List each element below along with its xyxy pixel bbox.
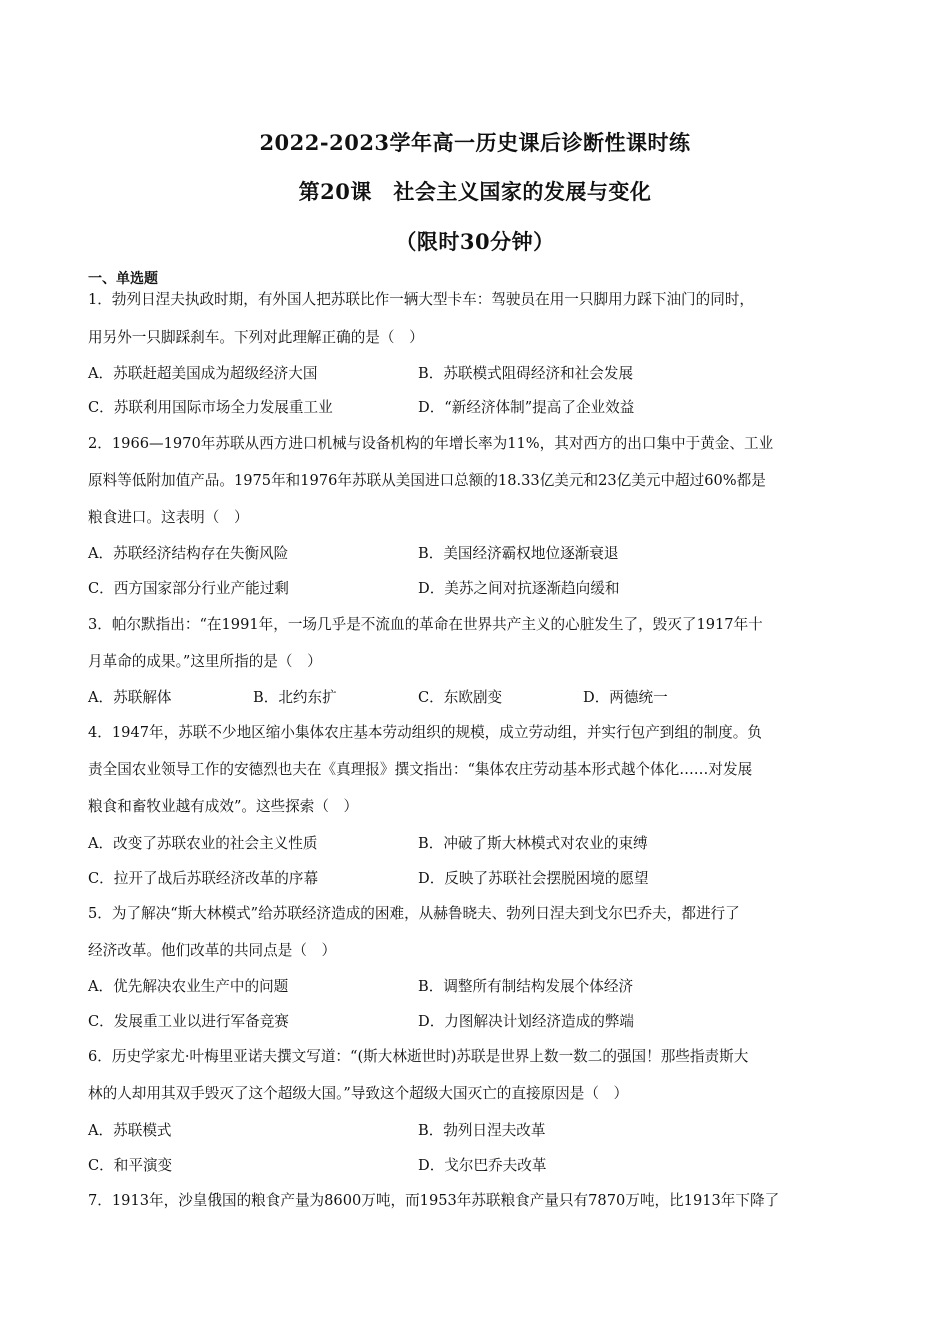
lesson-title: 第20课 社会主义国家的发展与变化 [298, 179, 652, 204]
question-1-option-d: D．“新经济体制”提高了企业效益 [418, 399, 635, 416]
question-6-line-1: 6．历史学家尤·叶梅里亚诺夫撰文写道：“(斯大林逝世时)苏联是世界上数一数二的强国！那些指责斯大 [88, 1048, 749, 1065]
question-5-option-b: B．调整所有制结构发展个体经济 [418, 978, 634, 995]
question-3-option-d: D．两德统一 [583, 689, 668, 706]
question-5-option-d: D．力图解决计划经济造成的弊端 [418, 1013, 635, 1030]
question-2-line-3: 粮食进口。这表明（ ） [88, 509, 249, 526]
question-4-option-d: D．反映了苏联社会摆脱困境的愿望 [418, 870, 649, 887]
question-1-option-c: C．苏联利用国际市场全力发展重工业 [88, 399, 333, 416]
question-3-option-a: A．苏联解体 [88, 689, 172, 706]
question-5-line-1: 5．为了解决“斯大林模式”给苏联经济造成的困难，从赫鲁晓夫、勃列日涅夫到戈尔巴乔夫，都进行了 [88, 905, 740, 922]
question-6-line-2: 林的人却用其双手毁灭了这个超级大国。”导致这个超级大国灭亡的直接原因是（ ） [88, 1085, 629, 1102]
question-4-option-c: C．拉开了战后苏联经济改革的序幕 [88, 870, 319, 887]
question-4-option-b: B．冲破了斯大林模式对农业的束缚 [418, 835, 648, 852]
question-4-line-2: 责全国农业领导工作的安德烈也夫在《真理报》撰文指出：“集体农庄劳动基本形式越个体化……对发展 [88, 761, 753, 778]
question-6-option-a: A．苏联模式 [88, 1122, 172, 1139]
question-3-option-c: C．东欧剧变 [418, 689, 503, 706]
question-2-option-a: A．苏联经济结构存在失衡风险 [88, 545, 289, 562]
question-3-line-2: 月革命的成果。”这里所指的是（ ） [88, 653, 322, 670]
question-3-line-1: 3．帕尔默指出：“在1991年，一场几乎是不流血的革命在世界共产主义的心脏发生了，毁灭了1917年十 [88, 616, 763, 633]
question-6-option-c: C．和平演变 [88, 1157, 173, 1174]
question-5-option-c: C．发展重工业以进行军备竞赛 [88, 1013, 289, 1030]
question-3-option-b: B．北约东扩 [253, 689, 337, 706]
question-2-line-2: 原料等低附加值产品。1975年和1976年苏联从美国进口总额的18.33亿美元和23亿美元中超过60%都是 [88, 472, 766, 489]
question-6-option-b: B．勃列日涅夫改革 [418, 1122, 546, 1139]
question-4-line-1: 4．1947年，苏联不少地区缩小集体农庄基本劳动组织的规模，成立劳动组，并实行包产到组的制度。负 [88, 724, 762, 741]
question-4-option-a: A．改变了苏联农业的社会主义性质 [88, 835, 318, 852]
question-1-line-2: 用另外一只脚踩刹车。下列对此理解正确的是（ ） [88, 329, 424, 346]
question-5-line-2: 经济改革。他们改革的共同点是（ ） [88, 942, 337, 959]
time-limit: （限时30分钟） [395, 229, 555, 254]
section-heading: 一、单选题 [88, 271, 158, 287]
question-2-option-c: C．西方国家部分行业产能过剩 [88, 580, 289, 597]
question-2-option-d: D．美苏之间对抗逐渐趋向缓和 [418, 580, 620, 597]
question-1-option-b: B．苏联模式阻碍经济和社会发展 [418, 365, 634, 382]
question-6-option-d: D．戈尔巴乔夫改革 [418, 1157, 547, 1174]
question-1-option-a: A．苏联赶超美国成为超级经济大国 [88, 365, 318, 382]
question-7-line-1: 7．1913年，沙皇俄国的粮食产量为8600万吨，而1953年苏联粮食产量只有7870万吨，比1913年下降了 [88, 1192, 780, 1209]
question-2-line-1: 2．1966—1970年苏联从西方进口机械与设备机构的年增长率为11%，其对西方的出口集中于黄金、工业 [88, 435, 774, 452]
question-2-option-b: B．美国经济霸权地位逐渐衰退 [418, 545, 619, 562]
question-4-line-3: 粮食和畜牧业越有成效”。这些探索（ ） [88, 798, 359, 815]
question-5-option-a: A．优先解决农业生产中的问题 [88, 978, 289, 995]
question-1-line-1: 1．勃列日涅夫执政时期，有外国人把苏联比作一辆大型卡车：驾驶员在用一只脚用力踩下油门的同时， [88, 291, 755, 308]
document-title: 2022-2023学年高一历史课后诊断性课时练 [259, 130, 691, 155]
